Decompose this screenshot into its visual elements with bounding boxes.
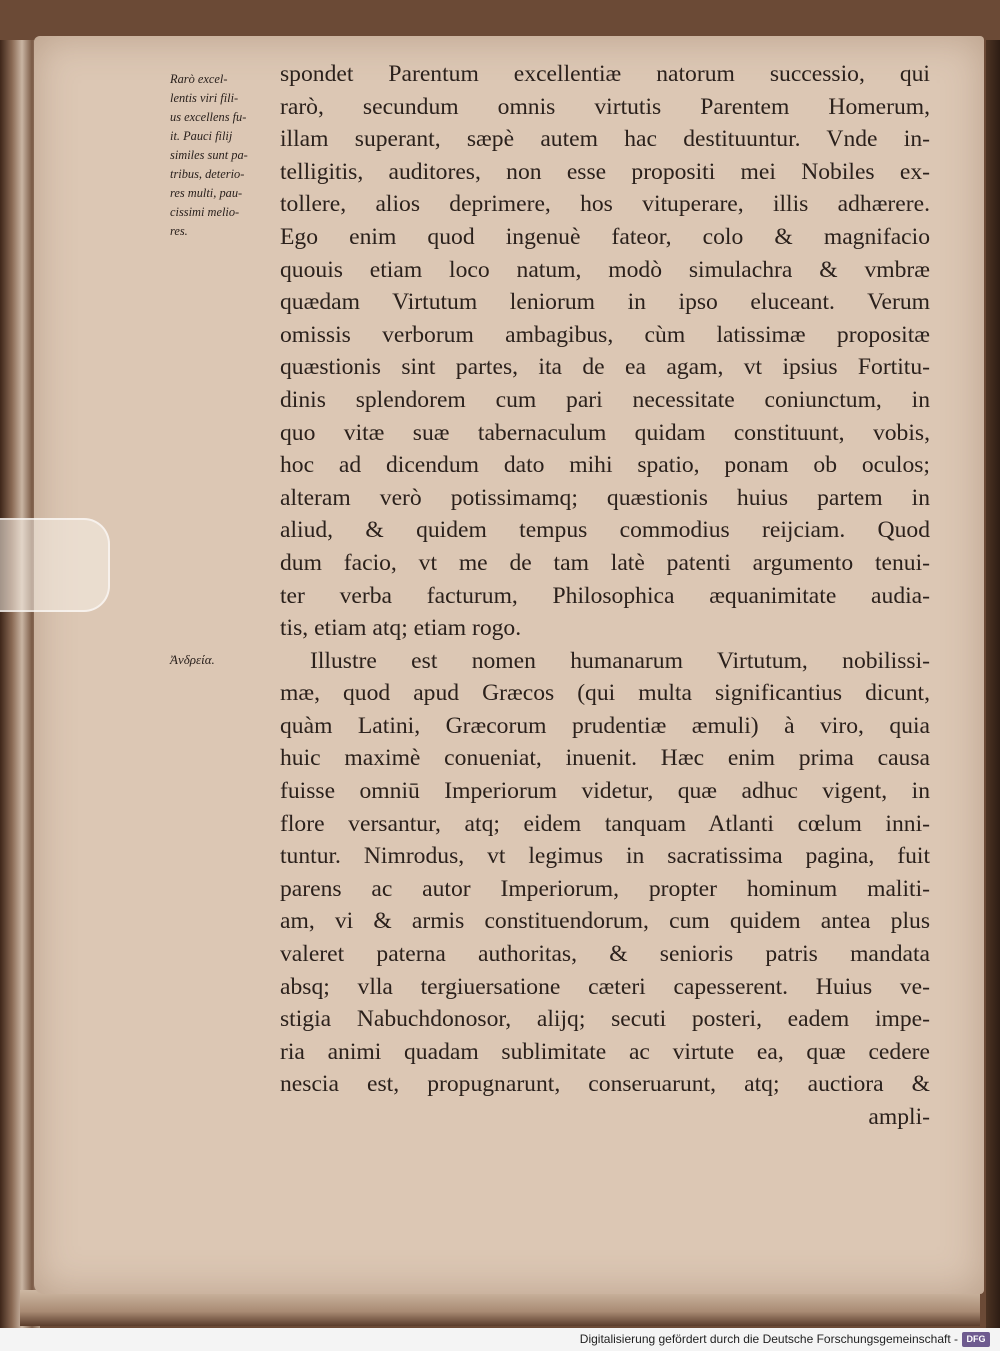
- text-line: tis, etiam atq; etiam rogo.: [280, 615, 522, 642]
- text-line: ter verba facturum, Philosophica æquanimitate audia-: [280, 582, 930, 609]
- text-line: nescia est, propugnarunt, conseruarunt, atq; auctiora &: [280, 1071, 930, 1098]
- margin-note-line: tribus, deterio-: [170, 167, 245, 181]
- text-line: hoc ad dicendum dato mihi spatio, ponam ob oculos;: [280, 452, 930, 479]
- text-line: absq; vlla tergiuersatione cæteri capesserent. Huius ve-: [280, 973, 930, 1000]
- binding-shadow: [986, 40, 1000, 1340]
- page-tab-marker: [0, 518, 110, 612]
- text-line: quo vitæ suæ tabernaculum quidam constituunt, vobis,: [280, 419, 930, 446]
- catchword: ampli-: [868, 1104, 930, 1130]
- margin-note-line: us excellens fu-: [170, 110, 247, 124]
- text-line: ria animi quadam sublimitate ac virtute ea, quæ cedere: [280, 1038, 930, 1065]
- text-line: flore versantur, atq; eidem tanquam Atlanti cœlum inni-: [280, 810, 930, 837]
- text-line: spondet Parentum excellentiæ natorum successio, qui: [280, 61, 930, 87]
- text-line: Illustre est nomen humanarum Virtutum, nobilissi-: [310, 647, 930, 674]
- margin-note-line: res multi, pau-: [170, 186, 243, 200]
- text-line: rarò, secundum omnis virtutis Parentem Homerum,: [280, 93, 930, 120]
- text-line: quædam Virtutum leniorum in ipso eluceant. Verum: [280, 289, 930, 316]
- text-line: omissis verborum ambagibus, cùm latissimæ propositæ: [280, 321, 930, 348]
- margin-note: [170, 70, 270, 241]
- text-line: quàm Latini, Græcorum prudentiæ æmuli) à viro, quia: [280, 712, 930, 739]
- text-line: fuisse omniū Imperiorum videtur, quæ adhuc vigent, in: [280, 778, 930, 805]
- margin-note-line: similes sunt pa-: [170, 148, 248, 162]
- text-line: quouis etiam loco natum, modò simulachra & vmbræ: [280, 256, 930, 283]
- text-line: telligitis, auditores, non esse propositi mei Nobiles ex-: [280, 158, 930, 185]
- margin-note-line: Rarò excel-: [170, 72, 228, 86]
- text-line: alteram verò potissimamq; quæstionis huius partem in: [280, 484, 930, 511]
- text-line: huic maximè conueniat, inuenit. Hæc enim prima causa: [280, 745, 930, 772]
- margin-note-line: it. Pauci filij: [170, 129, 233, 143]
- text-line: tollere, alios deprimere, hos vituperare, illis adhærere.: [280, 191, 930, 218]
- text-line: am, vi & armis constituendorum, cum quidem antea plus: [280, 908, 930, 935]
- book-edge-bottom: [20, 1290, 980, 1326]
- margin-note-line: cissimi melio-: [170, 205, 240, 219]
- dfg-logo: DFG: [962, 1332, 990, 1347]
- funding-credit: Digitalisierung gefördert durch die Deutsche Forschungsgemeinschaft -: [579, 1332, 958, 1346]
- text-line: illam superant, sæpè autem hac destituuntur. Vnde in-: [280, 126, 930, 153]
- text-line: aliud, & quidem tempus commodius reijciam. Quod: [280, 517, 930, 544]
- text-line: valeret paterna authoritas, & senioris patris mandata: [280, 941, 930, 968]
- text-line: mæ, quod apud Græcos (qui multa significantius dicunt,: [280, 680, 930, 707]
- text-line: parens ac autor Imperiorum, propter hominum maliti-: [280, 875, 930, 902]
- margin-greek-note: Ἀνδρεία.: [170, 652, 215, 667]
- text-line: dinis splendorem cum pari necessitate coniunctum, in: [280, 386, 930, 413]
- footer-bar: [0, 1328, 1000, 1351]
- margin-note-line: res.: [170, 224, 188, 238]
- margin-note-line: lentis viri fili-: [170, 91, 239, 105]
- text-line: Ego enim quod ingenuè fateor, colo & magnifacio: [280, 223, 930, 250]
- text-line: quæstionis sint partes, ita de ea agam, vt ipsius Fortitu-: [280, 354, 930, 381]
- text-line: dum facio, vt me de tam latè patenti argumento tenui-: [280, 549, 930, 576]
- page-body-text: [280, 58, 930, 1134]
- text-line: tuntur. Nimrodus, vt legimus in sacratissima pagina, fuit: [280, 843, 930, 870]
- text-line: stigia Nabuchdonosor, alijq; secuti posteri, eadem impe-: [280, 1006, 930, 1033]
